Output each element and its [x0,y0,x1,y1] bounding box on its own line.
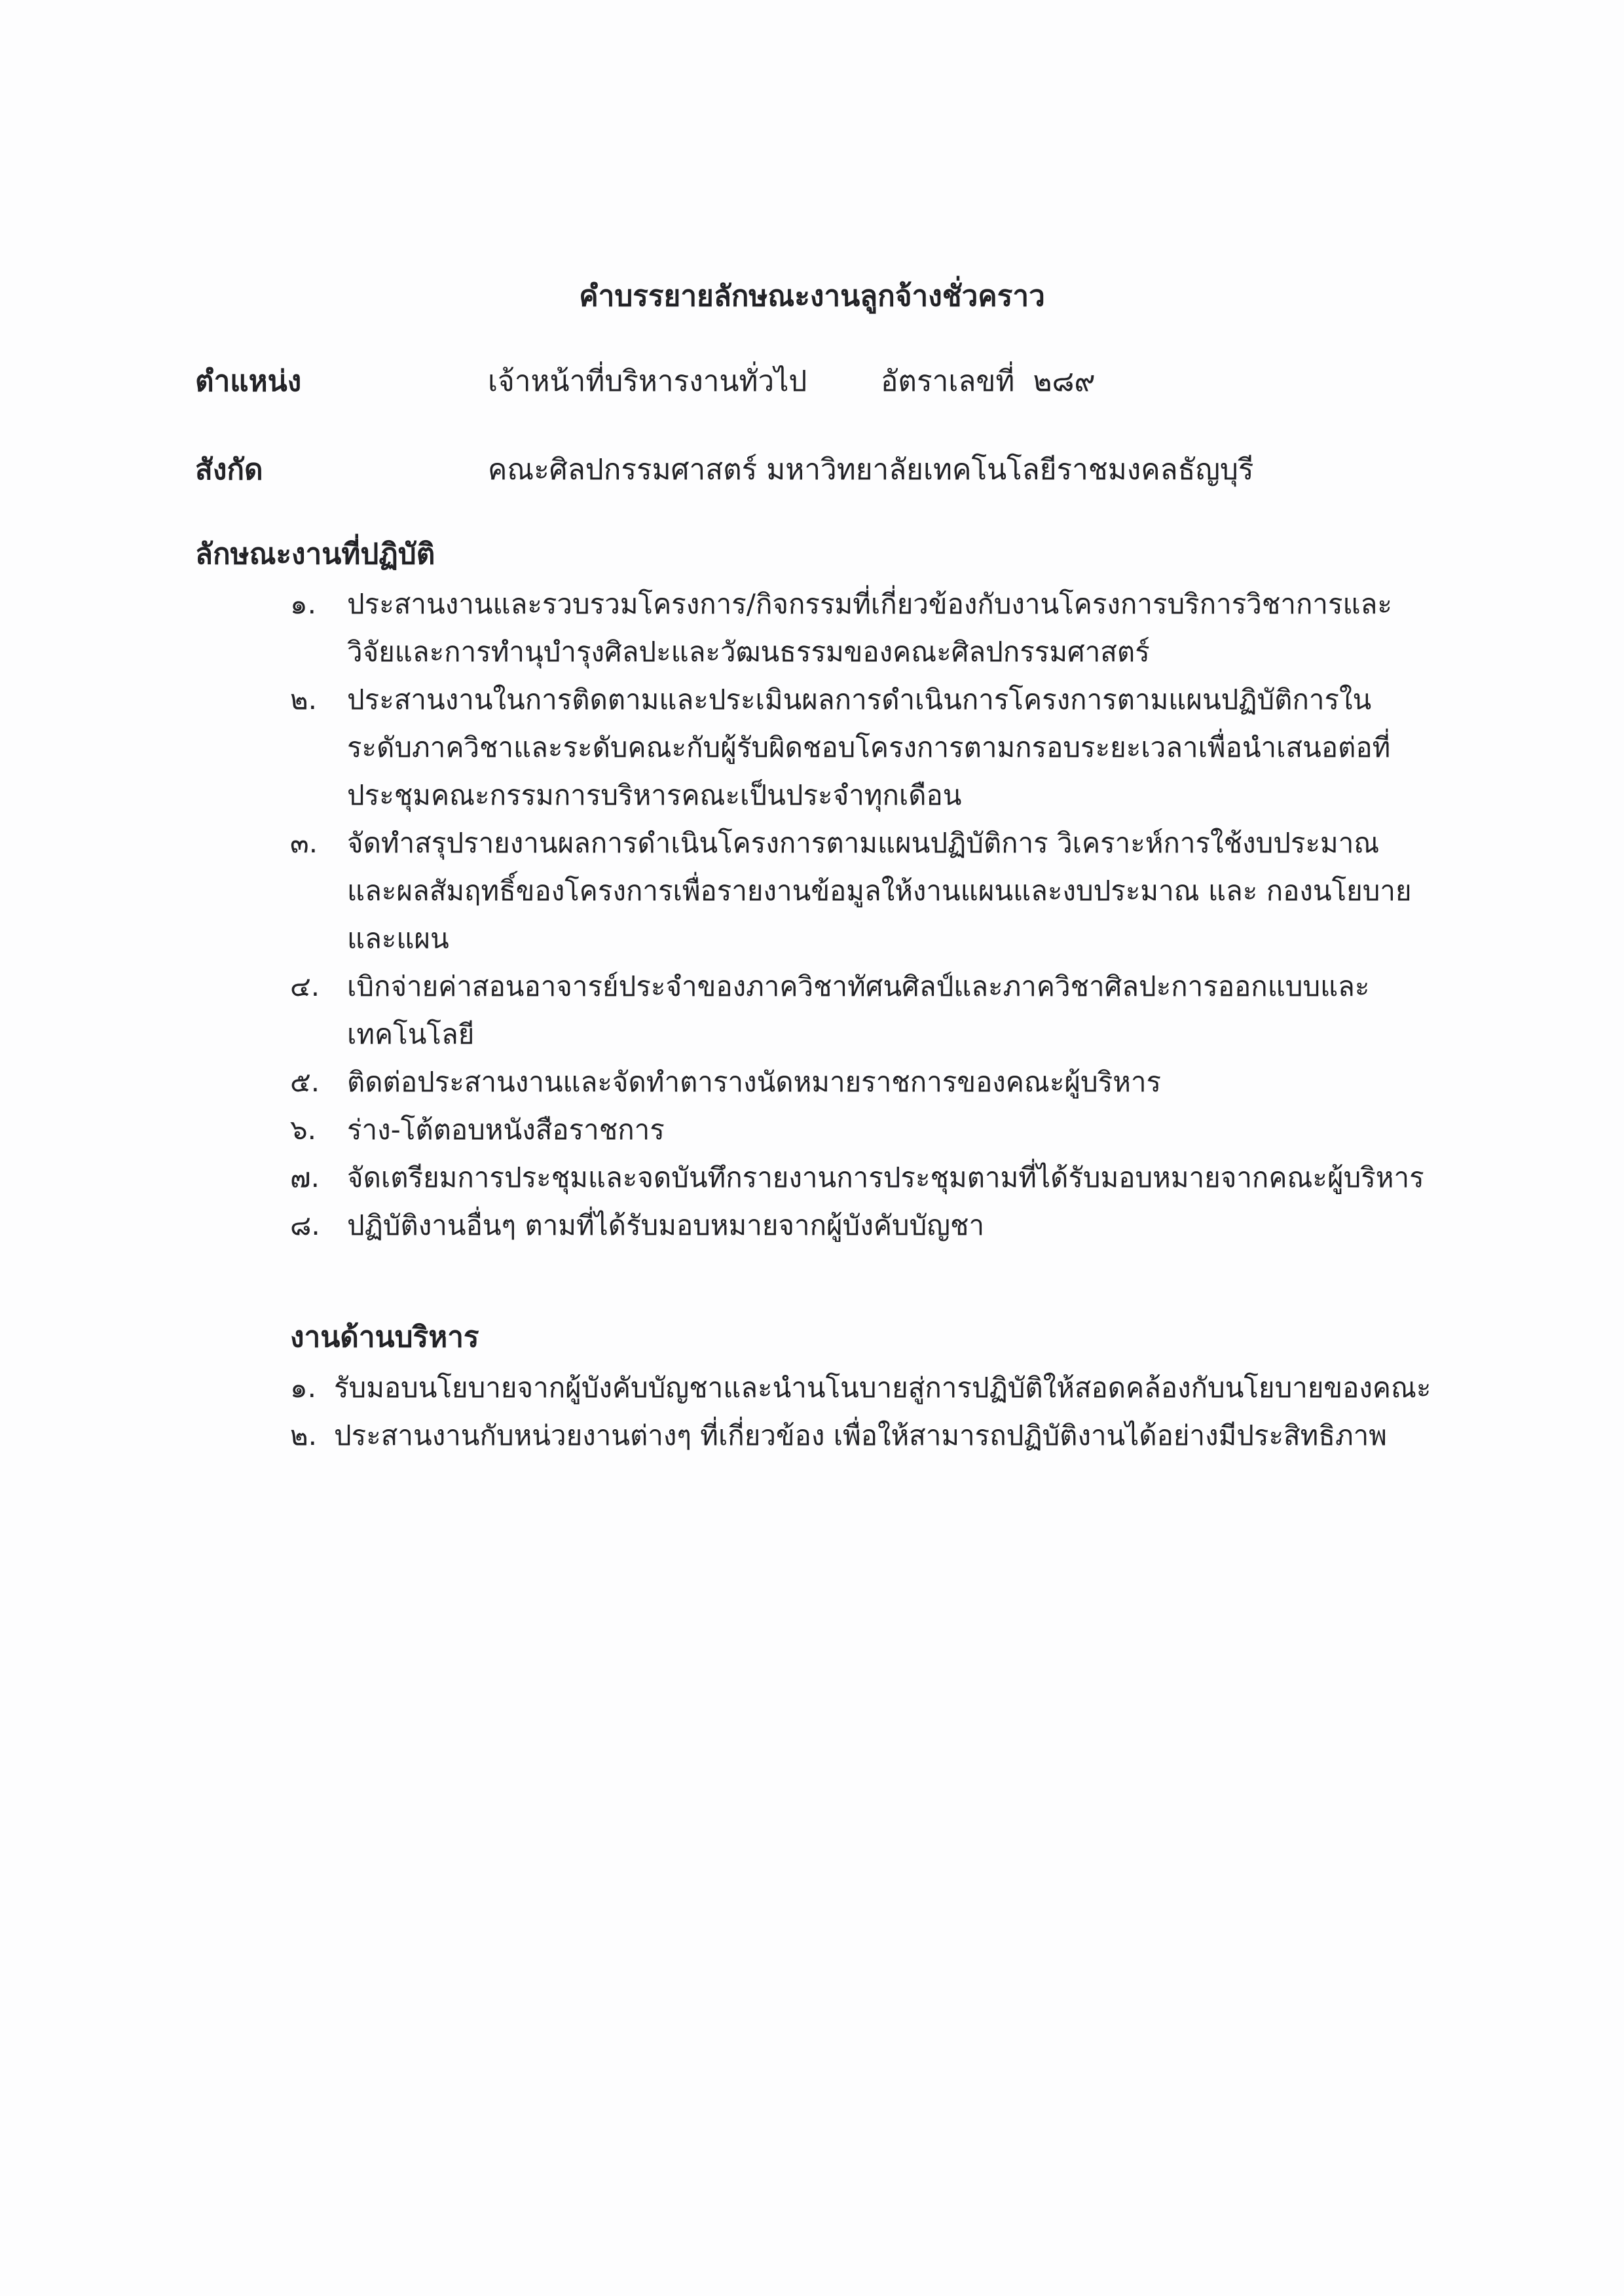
document-title: คำบรรยายลักษณะงานลูกจ้างชั่วคราว [579,280,1045,313]
list-item-text: ปฏิบัติงานอื่นๆ ตามที่ได้รับมอบหมายจากผู้บังคับบัญชา [347,1209,985,1241]
list-item-number: ๗. [290,1161,320,1194]
list-item [0,1106,1624,1154]
list-item-number: ๒. [290,683,318,716]
list-item-number: ๑. [290,588,317,620]
list-item-number: ๓. [290,827,318,859]
list-item [0,1364,1624,1412]
rate-number-row [881,359,1096,405]
list-item-text: เบิกจ่ายค่าสอนอาจารย์ประจำของภาควิชาทัศนศิลป์และภาควิชาศิลปะการออกแบบและเทคโนโลยี [347,970,1370,1050]
list-item [0,580,1624,676]
duties-list [0,580,1624,1249]
affiliation-label: สังกัด [195,453,263,486]
list-item [0,676,1624,819]
list-item [0,1058,1624,1106]
list-item-number: ๔. [290,970,320,1002]
list-item-number: ๒. [290,1419,318,1451]
affiliation-value: คณะศิลปกรรมศาสตร์ มหาวิทยาลัยเทคโนโลยีราชมงคลธัญบุรี [488,453,1254,486]
admin-list [0,1364,1624,1459]
list-item-text: ติดต่อประสานงานและจัดทำตารางนัดหมายราชการของคณะผู้บริหาร [347,1066,1162,1098]
list-item [0,1412,1624,1459]
list-item [0,819,1624,962]
list-item-text: จัดทำสรุปรายงานผลการดำเนินโครงการตามแผนปฏิบัติการ วิเคราะห์การใช้งบประมาณและผลสัมฤทธิ์ของโครงการเพื่อรายงานข้อมูลให้งานแผนและงบประมาณ และ กองนโยบายและแผน [347,827,1412,955]
position-label: ตำแหน่ง [195,365,302,398]
list-item-number: ๕. [290,1066,320,1098]
list-item [0,962,1624,1058]
list-item-number: ๖. [290,1114,317,1146]
duties-heading: ลักษณะงานที่ปฏิบัติ [195,538,435,571]
list-item-text: ประสานงานในการติดตามและประเมินผลการดำเนินการโครงการตามแผนปฏิบัติการในระดับภาควิชาและระดับคณะกับผู้รับผิดชอบโครงการตามกรอบระยะเวลาเพื่อนำเสนอต่อที่ประชุมคณะกรรมการบริหารคณะเป็นประจำทุกเดือน [347,683,1391,811]
list-item [0,1201,1624,1249]
list-item-text: จัดเตรียมการประชุมและจดบันทึกรายงานการประชุมตามที่ได้รับมอบหมายจากคณะผู้บริหาร [347,1161,1424,1194]
list-item-text: ร่าง-โต้ตอบหนังสือราชการ [347,1114,665,1146]
rate-number: ๒๘๙ [1033,365,1096,398]
list-item-text: ประสานงานและรวบรวมโครงการ/กิจกรรมที่เกี่ยวข้องกับงานโครงการบริการวิชาการและวิจัยและการทำนุบำรุงศิลปะและวัฒนธรรมของคณะศิลปกรรมศาสตร์ [347,588,1392,668]
list-item-number: ๘. [290,1209,320,1241]
list-item [0,1154,1624,1201]
list-item-text: ประสานงานกับหน่วยงานต่างๆ ที่เกี่ยวข้อง เพื่อให้สามารถปฏิบัติงานได้อย่างมีประสิทธิภาพ [334,1419,1387,1451]
admin-heading: งานด้านบริหาร [290,1321,479,1354]
position-value: เจ้าหน้าที่บริหารงานทั่วไป [488,365,807,398]
rate-label: อัตราเลขที่ [881,365,1015,398]
list-item-text: รับมอบนโยบายจากผู้บังคับบัญชาและนำนโนบายสู่การปฏิบัติให้สอดคล้องกับนโยบายของคณะ [334,1372,1431,1404]
list-item-number: ๑. [290,1372,317,1404]
